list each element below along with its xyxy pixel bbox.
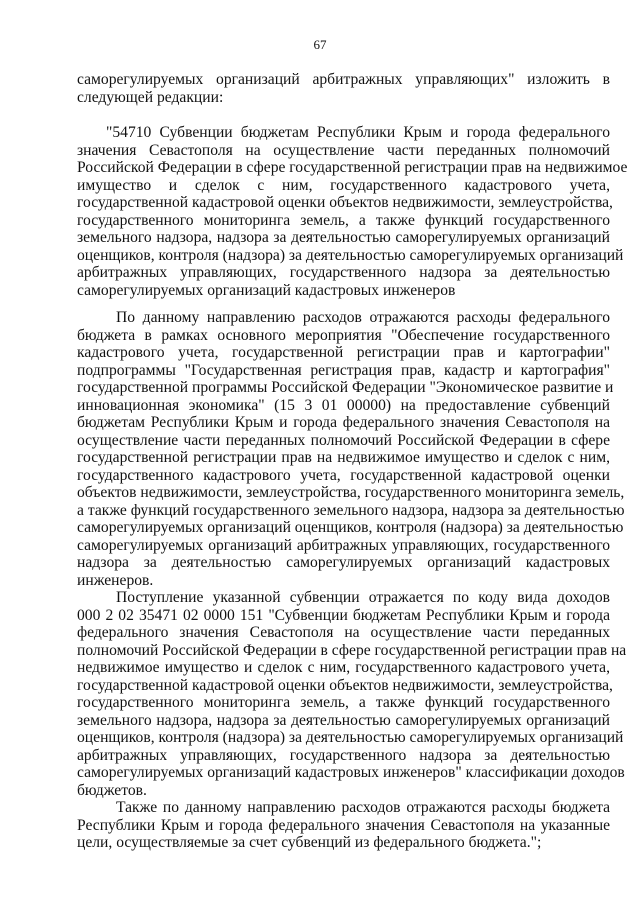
text-line: оценщиков, контроля (надзора) за деятельностью саморегулируемых организаций (77, 729, 624, 746)
text-line: саморегулируемых организаций арбитражных управляющих, государственного (77, 537, 610, 554)
text-line: следующей редакции: (77, 89, 224, 106)
text-line: бюджетов. (77, 782, 147, 799)
text-line: государственного мониторинга земель, а также функций государственного (77, 694, 610, 711)
text-line: значения Севастополя на осуществление части переданных полномочий (77, 142, 610, 159)
text-line: 000 2 02 35471 02 0000 151 "Субвенции бюджетам Республики Крым и города (77, 607, 610, 624)
text-line: Российской Федерации в сфере государственной регистрации прав на недвижимое (77, 159, 628, 176)
text-line: недвижимое имущество и сделок с ним, государственного кадастрового учета, (77, 659, 610, 676)
text-line: государственной регистрации прав на недвижимое имущество и сделок с ним, (77, 449, 610, 466)
text-line: цели, осуществляемые за счет субвенций из федерального бюджета."; (77, 834, 542, 851)
text-line: инновационная экономика" (15 3 01 00000) на предоставление субвенций (77, 397, 610, 414)
text-line: инженеров. (77, 572, 154, 589)
text-line: саморегулируемых организаций кадастровых инженеров" классификации доходов (77, 764, 625, 781)
text-line: оценщиков, контроля (надзора) за деятельностью саморегулируемых организаций (77, 247, 624, 264)
text-line: осуществление части переданных полномочий Российской Федерации в сфере (77, 432, 610, 449)
text-line: имущество и сделок с ним, государственного кадастрового учета, (77, 177, 610, 194)
text-line: кадастрового учета, государственной регистрации прав и картографии" (77, 344, 610, 361)
text-line: государственной кадастровой оценки объектов недвижимости, землеустройства, (77, 677, 613, 694)
text-line: подпрограммы "Государственная регистрация прав, кадастр и картография" (77, 362, 610, 379)
text-line: саморегулируемых организаций арбитражных управляющих" изложить в (77, 71, 610, 88)
text-line: объектов недвижимости, землеустройства, государственного мониторинга земель, (77, 484, 625, 501)
text-line: федерального значения Севастополя на осуществление части переданных (77, 624, 610, 641)
text-line: Также по данному направлению расходов отражаются расходы бюджета (116, 799, 610, 816)
text-line: арбитражных управляющих, государственного надзора за деятельностью (77, 747, 610, 764)
text-line: полномочий Российской Федерации в сфере государственной регистрации прав на (77, 642, 627, 659)
text-line: саморегулируемых организаций оценщиков, контроля (надзора) за деятельностью (77, 519, 624, 536)
text-line: земельного надзора, надзора за деятельностью саморегулируемых организаций (77, 229, 610, 246)
text-line: бюджета в рамках основного мероприятия "Обеспечение государственного (77, 327, 610, 344)
text-line: бюджетам Республики Крым и города федерального значения Севастополя на (77, 414, 610, 431)
text-line: Поступление указанной субвенции отражается по коду вида доходов (116, 589, 610, 606)
text-line: земельного надзора, надзора за деятельностью саморегулируемых организаций (77, 712, 610, 729)
text-line: а также функций государственного земельного надзора, надзора за деятельностью (77, 502, 625, 519)
text-line: надзора за деятельностью саморегулируемых организаций кадастровых (77, 554, 610, 571)
text-line: государственной кадастровой оценки объектов недвижимости, землеустройства, (77, 194, 613, 211)
text-line: саморегулируемых организаций кадастровых инженеров (77, 282, 456, 299)
text-line: По данному направлению расходов отражаются расходы федерального (116, 309, 610, 326)
text-line: государственного мониторинга земель, а также функций государственного (77, 212, 610, 229)
text-line: государственной программы Российской Федерации "Экономическое развитие и (77, 379, 614, 396)
text-line: государственного кадастрового учета, государственной кадастровой оценки (77, 467, 610, 484)
text-line: Республики Крым и города федерального значения Севастополя на указанные (77, 817, 610, 834)
page-number: 67 (313, 37, 327, 52)
text-line: арбитражных управляющих, государственного надзора за деятельностью (77, 264, 610, 281)
text-line: "54710 Субвенции бюджетам Республики Крым и города федерального (106, 124, 610, 141)
